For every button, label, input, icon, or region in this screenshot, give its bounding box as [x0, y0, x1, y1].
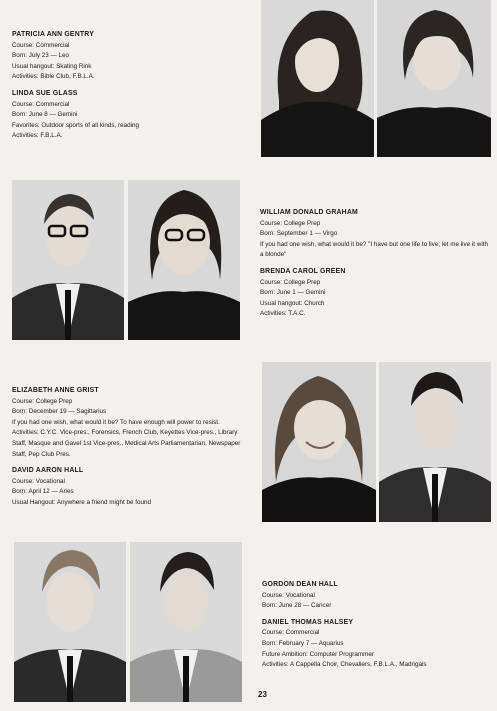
bio-line: Born: December 19 — Sagittarius [12, 408, 107, 416]
bio-line: Course: Vocational [262, 591, 315, 599]
bio-patricia-gentry [12, 30, 247, 142]
student-name: WILLIAM DONALD GRAHAM [260, 209, 358, 216]
bio-line: Activities: C.Y.C. Vice-pres., Forensics, French Club, Keyettes Vice-pres., Library Staff, Masque and Gavel 1st Vice-pres., Medical Arts Parliamentarian, Newspaper Staff, Pep Club Pres. [12, 429, 241, 458]
bio-line: Usual Hangout: Anywhere a friend might be found [12, 498, 151, 506]
bio-line: Activities: A Cappella Choir, Chevaliers, F.B.L.A., Madrigals [262, 661, 427, 669]
portrait-linda-glass [377, 0, 491, 157]
portrait-elizabeth-grist [262, 362, 376, 522]
bio-line: Course: Vocational [12, 477, 65, 485]
bio-line: Course: College Prep [260, 278, 321, 286]
bio-line: Born: February 7 — Aquarius [262, 639, 344, 647]
student-name: DANIEL THOMAS HALSEY [262, 618, 354, 626]
student-name: GORDON DEAN HALL [262, 581, 338, 588]
bio-line: Born: April 12 — Aries [12, 488, 74, 496]
student-name: BRENDA CAROL GREEN [260, 267, 346, 275]
student-name: PATRICIA ANN GENTRY [12, 31, 95, 38]
bio-line: If you had one wish, what would it be? To have enough will power to resist. [12, 418, 220, 426]
portrait-william-graham [12, 180, 124, 340]
bio-line: Usual hangout: Skating Rink [12, 62, 92, 70]
student-name: DAVID AARON HALL [12, 467, 84, 475]
portrait-patricia-gentry [261, 0, 374, 157]
bio-line: Course: Commercial [12, 100, 70, 108]
bio-line: Course: Commercial [262, 629, 320, 637]
student-name: ELIZABETH ANNE GRIST [12, 387, 99, 394]
bio-line: Favorites: Outdoor sports of all kinds, reading [12, 121, 140, 129]
bio-line: Born: July 23 — Leo [12, 52, 70, 60]
bio-line: Born: June 8 — Gemini [12, 111, 78, 119]
bio-gordon-hall [262, 580, 492, 671]
bio-line: Activities: F.B.L.A. [12, 132, 63, 140]
bio-line: Activities: Bible Club, F.B.L.A. [12, 73, 95, 81]
page-number: 23 [258, 690, 267, 699]
bio-line: If you had one wish, what would it be? "I have but one life to live; let me live it with a blonde" [260, 240, 488, 259]
bio-line: Course: College Prep [260, 219, 321, 227]
bio-line: Activities: T.A.C. [260, 310, 306, 318]
bio-william-graham [260, 208, 492, 320]
student-name: LINDA SUE GLASS [12, 89, 78, 97]
bio-elizabeth-grist [12, 386, 248, 509]
bio-line: Born: September 1 — Virgo [260, 230, 338, 238]
portrait-david-hall [379, 362, 491, 522]
portrait-brenda-green [128, 180, 240, 340]
bio-line: Born: June 1 — Gemini [260, 289, 326, 297]
bio-line: Born: June 28 — Cancer [262, 602, 332, 610]
bio-line: Course: Commercial [12, 41, 70, 49]
bio-line: Future Ambition: Computer Programmer [262, 650, 374, 658]
bio-line: Usual hangout: Church [260, 299, 325, 307]
portrait-daniel-halsey [130, 542, 242, 702]
portrait-gordon-hall [14, 542, 126, 702]
bio-line: Course: College Prep [12, 397, 73, 405]
